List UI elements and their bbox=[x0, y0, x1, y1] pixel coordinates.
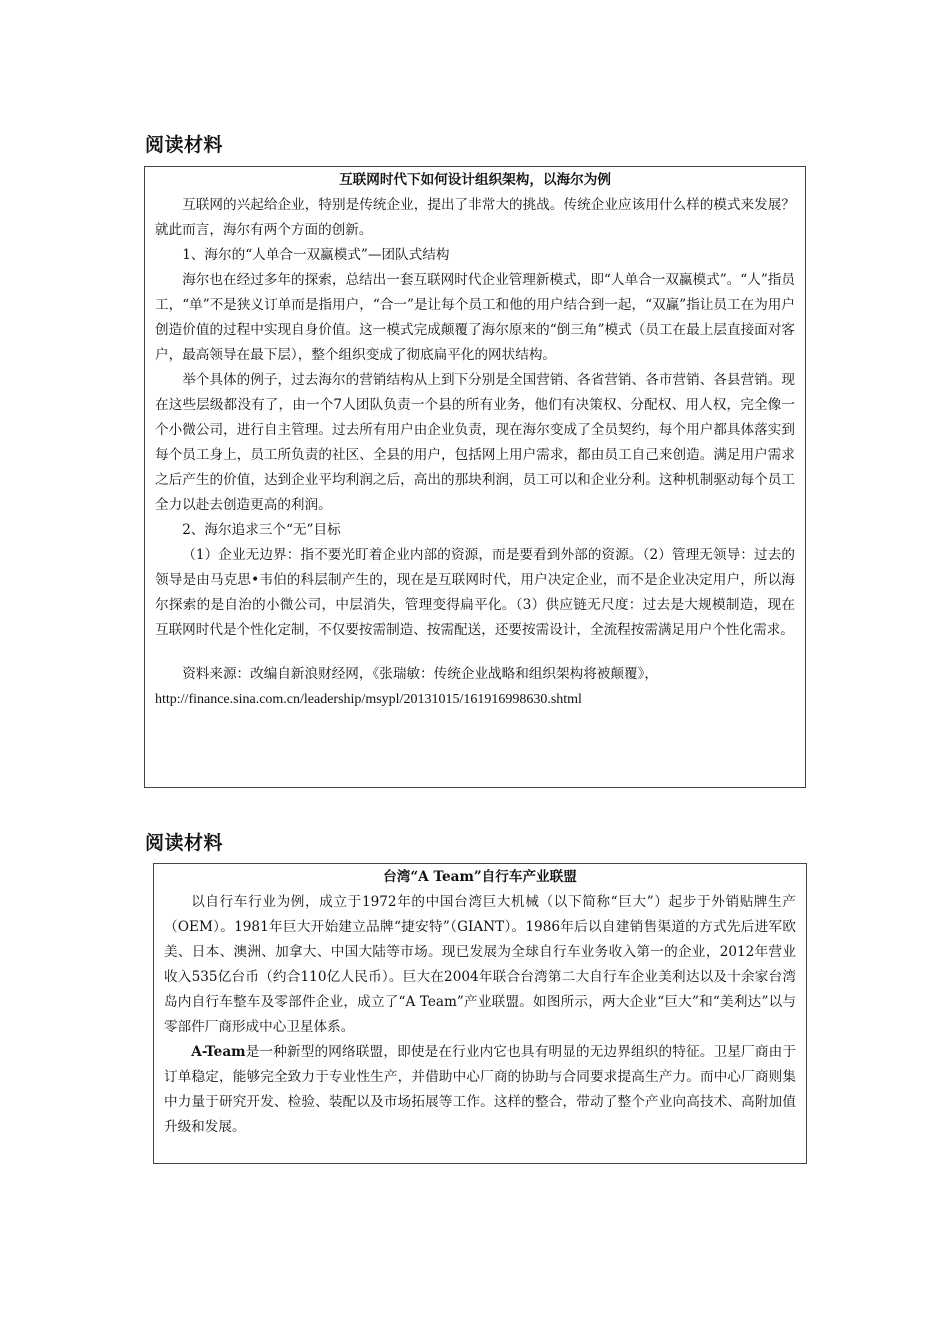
source-url: http://finance.sina.com.cn/leadership/msypl/20131015/161916998630.shtml bbox=[155, 692, 582, 707]
ateam-paragraph-giant: 以自行车行业为例，成立于1972年的中国台湾巨大机械（以下简称“巨大”）起步于外销贴牌生产（OEM）。1981年巨大开始建立品牌“捷安特”（GIANT）。1986年后以自建销售渠道的方式先后进军欧美、日本、澳洲、加拿大、中国大陆等市场。现已发展为全球自行车业务收入第一的企业，2012年营业收入535亿台币（约合110亿人民币）。巨大在2004年联合台湾第二大自行车企业美利达以及十余家台湾岛内自行车整车及零部件企业，成立了“A Team”产业联盟。如图所示，两大企业“巨大”和“美利达”以与零部件厂商形成中心卫星体系。 bbox=[164, 894, 796, 1035]
haier-paragraph-three-nos: （1）企业无边界：指不要光盯着企业内部的资源，而是要看到外部的资源。（2）管理无领导：过去的领导是由马克思•韦伯的科层制产生的，现在是互联网时代，用户决定企业，而不是企业决定用户，所以海尔探索的是自治的小微公司，中层消失，管理变得扁平化。（3）供应链无尺度：过去是大规模制造，现在互联网时代是个性化定制，不仅要按需制造、按需配送，还要按需设计，全流程按需满足用户个性化需求。 bbox=[155, 547, 795, 638]
ateam-term: A-Team bbox=[191, 1044, 246, 1060]
haier-subheading-1: 1、海尔的“人单合一双赢模式”—团队式结构 bbox=[182, 247, 450, 263]
ateam-paragraph-network-text: 是一种新型的网络联盟，即使是在行业内它也具有明显的无边界组织的特征。卫星厂商由于订单稳定，能够完全致力于专业性生产，并借助中心厂商的协助与合同要求提高生产力。而中心厂商则集中力量于研究开发、检验、装配以及市场拓展等工作。这样的整合，带动了整个产业向高技术、高附加值升级和发展。 bbox=[164, 1044, 796, 1135]
haier-paragraph-model: 海尔也在经过多年的探索，总结出一套互联网时代企业管理新模式，即“人单合一双赢模式”。“人”指员工，“单”不是狭义订单而是指用户，“合一”是让每个员工和他的用户结合到一起，“双赢”指让员工在为用户创造价值的过程中实现自身价值。这一模式完成颠覆了海尔原来的“倒三角”模式（员工在最上层直接面对客户，最高领导在最下层），整个组织变成了彻底扁平化的网状结构。 bbox=[155, 272, 795, 363]
section1-heading: 阅读材料 bbox=[145, 134, 224, 156]
ateam-paragraph-network bbox=[164, 1040, 796, 1140]
haier-article-title: 互联网时代下如何设计组织架构，以海尔为例 bbox=[339, 172, 611, 188]
haier-paragraph-example: 举个具体的例子，过去海尔的营销结构从上到下分别是全国营销、各省营销、各市营销、各县营销。现在这些层级都没有了，由一个7人团队负责一个县的所有业务，他们有决策权、分配权、用人权，完全像一个小微公司，进行自主管理。过去所有用户由企业负责，现在海尔变成了全员契约，每个用户都具体落实到每个员工身上，员工所负责的社区、全县的用户，包括网上用户需求，都由员工自己来创造。满足用户需求之后产生的价值，达到企业平均利润之后，高出的那块利润，员工可以和企业分利。这种机制驱动每个员工全力以赴去创造更高的利润。 bbox=[155, 372, 795, 513]
haier-reading-box bbox=[144, 166, 806, 788]
ateam-reading-box bbox=[153, 863, 807, 1164]
source-citation: 资料来源：改编自新浪财经网，《张瑞敏：传统企业战略和组织架构将被颠覆》， bbox=[182, 666, 658, 682]
ateam-article-title: 台湾“A Team”自行车产业联盟 bbox=[383, 869, 577, 885]
paragraph-spacer bbox=[155, 643, 795, 662]
haier-subheading-2: 2、海尔追求三个“无”目标 bbox=[182, 522, 341, 538]
section2-heading: 阅读材料 bbox=[145, 832, 224, 854]
haier-paragraph-intro: 互联网的兴起给企业，特别是传统企业，提出了非常大的挑战。传统企业应该用什么样的模式来发展？就此而言，海尔有两个方面的创新。 bbox=[155, 197, 795, 238]
